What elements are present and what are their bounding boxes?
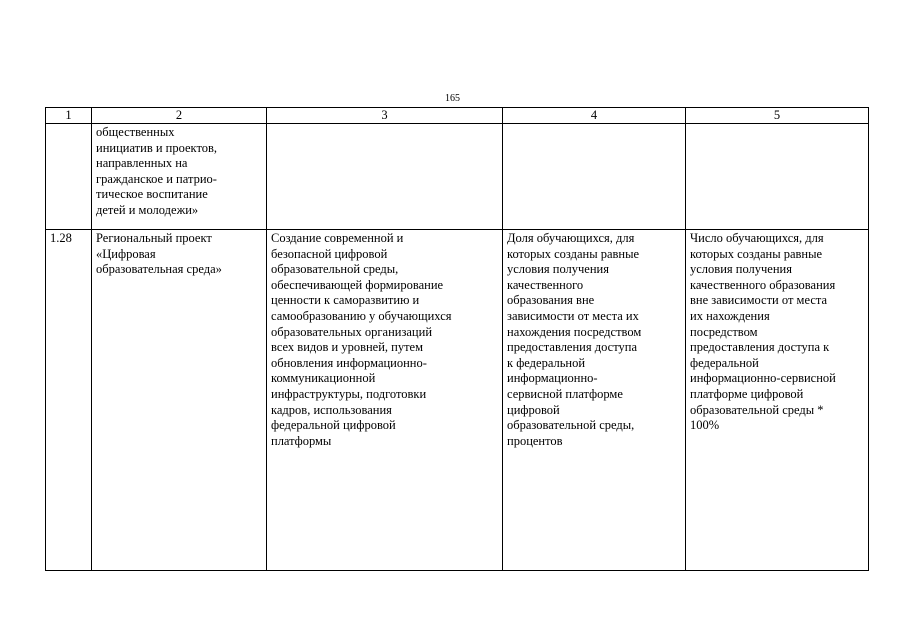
cell-text-line: «Цифровая — [96, 246, 156, 261]
cell-text-line: самообразованию у обучающихся — [271, 308, 452, 323]
cell-text-line: которых созданы равные — [690, 246, 823, 261]
cell-text-line: обновления информационно- — [271, 355, 427, 370]
cell-text-line: нахождения посредством — [507, 324, 642, 339]
page-number: 165 — [445, 93, 460, 104]
cell-text-line: образовательной среды, — [507, 418, 635, 433]
cell-text-line: детей и молодежи» — [96, 202, 199, 217]
column-header-1: 1 — [46, 108, 92, 124]
cell-text-line: образовательной среды * — [690, 402, 824, 417]
cell-text-line: 100% — [690, 418, 720, 433]
table-cell — [503, 124, 686, 230]
table-cell — [686, 124, 869, 230]
cell-text-line: федеральной — [690, 355, 759, 370]
table-cell — [92, 124, 267, 230]
cell-text-line: посредством — [690, 324, 758, 339]
table-cell — [46, 230, 92, 571]
cell-text-line: федеральной цифровой — [271, 418, 396, 433]
cell-text-line: зависимости от места их — [507, 308, 639, 323]
table-cell — [686, 230, 869, 571]
table-cell — [46, 124, 92, 230]
document-table — [45, 107, 869, 571]
cell-text-line: образовательных организаций — [271, 324, 433, 339]
cell-text-line: кадров, использования — [271, 402, 392, 417]
cell-text-line: информационно-сервисной — [690, 371, 836, 386]
cell-text-line: коммуникационной — [271, 371, 376, 386]
column-header-5: 5 — [686, 108, 869, 124]
table-cell — [92, 230, 267, 571]
table-row — [46, 230, 869, 571]
cell-text-line: обеспечивающей формирование — [271, 277, 444, 292]
cell-text-line: их нахождения — [690, 308, 770, 323]
cell-text-line: безопасной цифровой — [271, 246, 388, 261]
cell-text-line: Создание современной и — [271, 231, 404, 245]
column-header-4: 4 — [503, 108, 686, 124]
cell-text-line: общественных — [96, 125, 175, 139]
cell-text-line: гражданское и патрио- — [96, 171, 217, 186]
cell-text-line: качественного образования — [690, 277, 836, 292]
cell-text-line: инициатив и проектов, — [96, 140, 218, 155]
cell-text-line: вне зависимости от места — [690, 293, 828, 308]
column-header-3: 3 — [267, 108, 503, 124]
cell-text-line: условия получения — [507, 262, 609, 277]
cell-text-line: которых созданы равные — [507, 246, 640, 261]
cell-text-line: Число обучающихся, для — [690, 231, 824, 245]
cell-text-line: образования вне — [507, 293, 595, 308]
cell-text-line: цифровой — [507, 402, 560, 417]
table-cell — [267, 230, 503, 571]
cell-text-line: тическое воспитание — [96, 187, 208, 202]
cell-text-line: качественного — [507, 277, 584, 292]
table-cell — [503, 230, 686, 571]
cell-text-line: Региональный проект — [96, 231, 212, 245]
cell-text-line: платформы — [271, 433, 332, 448]
table-cell — [267, 124, 503, 230]
cell-text-line: условия получения — [690, 262, 792, 277]
cell-text-line: сервисной платформе — [507, 386, 623, 401]
cell-text-line: всех видов и уровней, путем — [271, 340, 424, 355]
cell-text-line: предоставления доступа — [507, 340, 637, 355]
table-row — [46, 124, 869, 230]
cell-text-line: инфраструктуры, подготовки — [271, 386, 427, 401]
cell-text-line: образовательная среда» — [96, 262, 222, 277]
cell-text-line: направленных на — [96, 156, 188, 171]
cell-text-line: ценности к саморазвитию и — [271, 293, 420, 308]
table-header-row — [46, 108, 869, 124]
cell-text-line: процентов — [507, 433, 563, 448]
column-header-2: 2 — [92, 108, 267, 124]
cell-text-line: Доля обучающихся, для — [507, 231, 635, 245]
cell-text-line: предоставления доступа к — [690, 340, 830, 355]
cell-text-line: образовательной среды, — [271, 262, 399, 277]
cell-text-line: платформе цифровой — [690, 386, 804, 401]
cell-text-line: к федеральной — [507, 355, 586, 370]
cell-text-line: 1.28 — [50, 231, 72, 245]
cell-text-line: информационно- — [507, 371, 598, 386]
